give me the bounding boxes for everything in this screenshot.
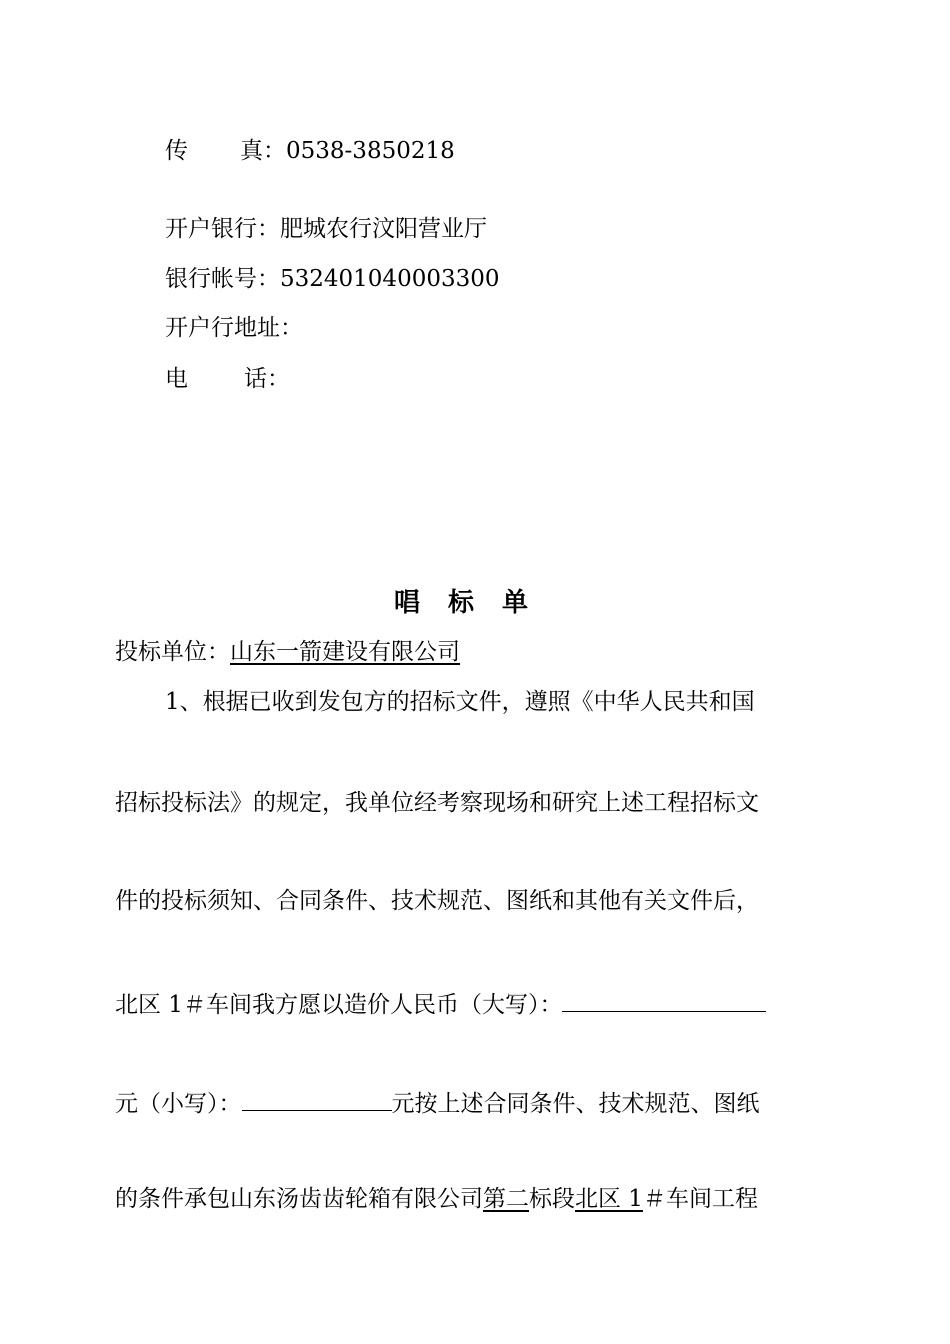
workshop-name: 北区 1 <box>575 1186 643 1212</box>
paragraph-line-4 <box>115 987 766 1020</box>
capital-amount-blank[interactable] <box>562 987 766 1012</box>
bidder-name: 山东一箭建设有限公司 <box>230 639 460 665</box>
phone-label-a: 电 <box>165 366 188 392</box>
line5-text: 元按上述合同条件、技术规范、图纸 <box>391 1091 760 1117</box>
paragraph-line-6 <box>115 1184 758 1214</box>
phone-label-b: 话： <box>244 366 290 392</box>
fax-row <box>165 136 455 166</box>
bidder-row <box>115 637 460 667</box>
fax-value: 0538-3850218 <box>286 138 455 164</box>
account-row <box>165 264 500 294</box>
line6-text-a: 的条件承包山东汤齿齿轮箱有限公司 <box>115 1186 483 1212</box>
bank-value: 肥城农行汶阳营业厅 <box>280 216 487 242</box>
paragraph-line-3: 件的投标须知、合同条件、技术规范、图纸和其他有关文件后， <box>115 888 759 914</box>
bank-row <box>165 214 487 244</box>
capital-amount-label: 北区 1＃车间我方愿以造价人民币（大写）： <box>115 992 563 1018</box>
paragraph-line-1: 1、根据已收到发包方的招标文件，遵照《中华人民共和国 <box>165 689 755 715</box>
fax-label-b: 真： <box>240 138 286 164</box>
account-value: 532401040003300 <box>280 266 500 292</box>
line6-text-c: 标段 <box>529 1186 575 1212</box>
account-label: 银行帐号： <box>165 266 280 292</box>
phone-row <box>165 364 290 394</box>
bank-address-row <box>165 313 303 343</box>
numeric-amount-label: 元（小写）： <box>115 1091 242 1117</box>
paragraph-line-5 <box>115 1086 760 1119</box>
section-number: 第二 <box>483 1186 529 1212</box>
bank-label: 开户银行： <box>165 216 280 242</box>
bidder-label: 投标单位： <box>115 639 230 665</box>
page-title: 唱标单 <box>393 588 556 618</box>
line6-text-e: ＃车间工程 <box>642 1186 758 1212</box>
fax-label-a: 传 <box>165 138 188 164</box>
bank-address-label: 开户行地址： <box>165 315 303 341</box>
paragraph-line-2: 招标投标法》的规定，我单位经考察现场和研究上述工程招标文 <box>115 790 759 816</box>
numeric-amount-blank[interactable] <box>242 1086 392 1111</box>
